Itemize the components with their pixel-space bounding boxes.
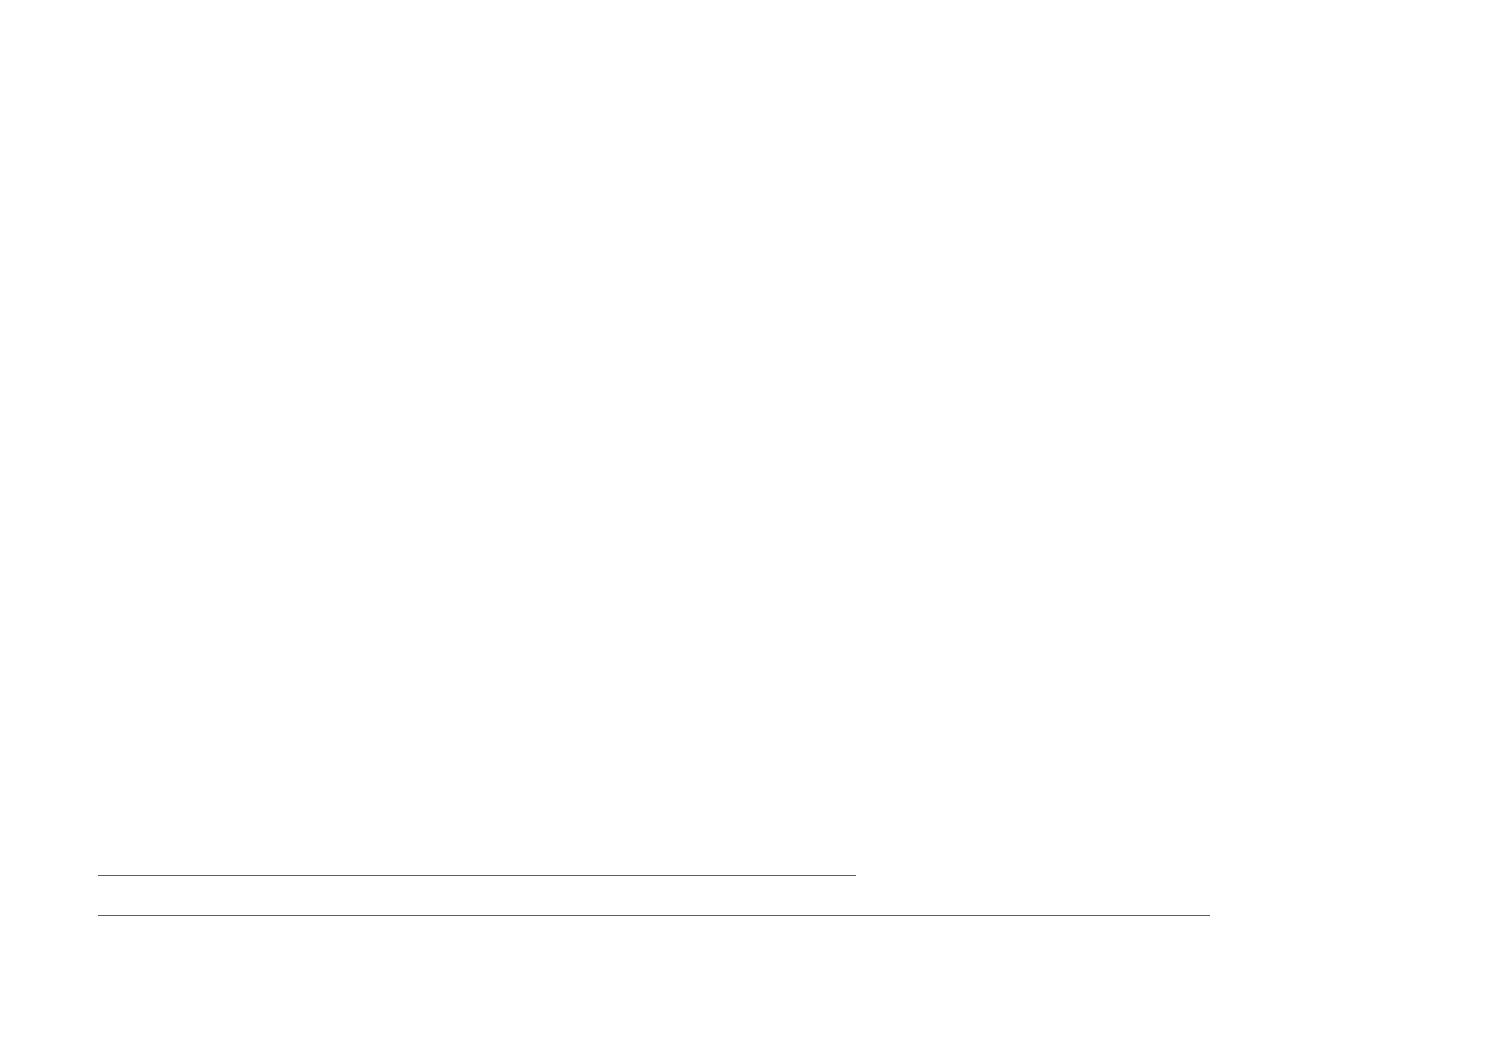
note-underline-1 (98, 875, 856, 876)
note-underline-2 (98, 915, 1210, 916)
